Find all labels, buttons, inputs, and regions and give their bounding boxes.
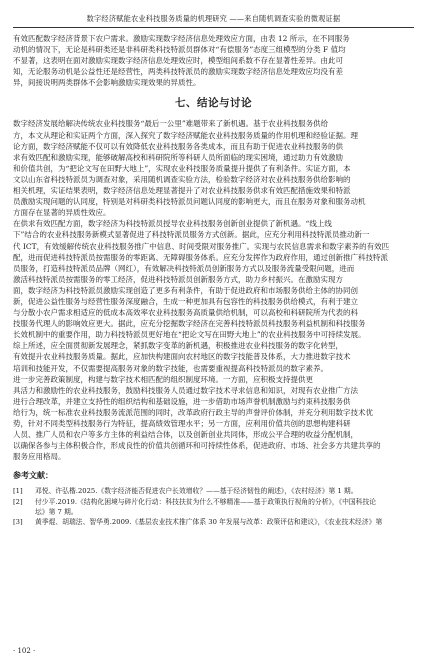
paragraph-line: 数字经济发展给解决传统农业科技服务“最后一公里”难题带来了新机遇。基于农业科技服务供给 [13, 119, 329, 129]
paragraph-line: 和价值共创，为“把论文写在田野大地上”，实现农业科技服务质量提升提供了有利条件。实证方面，本 [13, 163, 351, 173]
paragraph-line: 培训和技能开发，不仅需要提高服务对象的数字技能，也需要重视提高科技特派员的数字素养。 [13, 363, 328, 373]
paragraph-line: 给行为，统一标准农业科技服务流派范围的同时，改革政府行政主导的声誉评价体制，并充分利用数字技术优 [13, 407, 373, 417]
section-heading: 七、结论与讨论 [175, 97, 252, 110]
paragraph-line: 与分散小农户需求相适应的低成本高效率农业科技服务高质量供给机制，可以高校和科研院所为代表的科 [13, 308, 358, 318]
paragraph-line: 文以山东省科技特派员为调查对象，采用随机调查实验方法，检验数字经济对农业科技服务供给影响的 [13, 174, 351, 184]
paragraph-line: 动机的情况下，无论是科研类还是非科研类科技特派员群体对“有偿服务”态度三组模型的分类 F 值均 [13, 45, 346, 55]
running-header: 数字经济赋能农业科技服务质量的机理研究 ——来自随机调查实验的微观证据 [86, 14, 341, 23]
paragraph-line: 相关机理，实证结果表明，数字经济信息处理显著提升了对农业科技服务供求有效匹配措施效果和特派 [13, 186, 351, 196]
paragraph-line: 长效机制中的重要作用，助力科技特派员更好地在“把论文写在田野大地上”的农业科技服务中可持续发展。 [13, 330, 366, 340]
paragraph-line: 求有效匹配和激励实现，能够破解高校和科研院所等科研人员所面临的现实困境，通过助力有效激励 [13, 152, 343, 162]
paragraph-line: 不显著，这表明在面对激励实现数字经济信息处理效应时，模型组间系数不存在显著性差异。由此可 [13, 56, 343, 66]
paragraph-line: 知，无论服务动机是公益性还是经营性，两类科技特派员的激励实现数字经济信息处理效应均没有差 [13, 67, 343, 77]
paragraph-line: 激活科技特派员按需服务的零工经济，促进科技特派员创新服务方式，助力乡村振兴。在激励实现方 [13, 274, 343, 284]
reference-number: [3] [13, 517, 23, 526]
paragraph-line: 新，促进公益性服务与经营性服务深度融合，生成一种更加具有包容性的科技服务供给模式，有利于建立 [13, 296, 358, 306]
reference-item [13, 486, 414, 496]
body-content [13, 33, 414, 527]
reference-line: 黄季焜、胡瑞法、智华勇.2009.《基层农业技术推广体系 30 年发展与改革：政策评估和建议》，《农业技术经济》第 [35, 517, 383, 526]
intro-paragraph [13, 33, 414, 88]
summary-paragraph [13, 340, 414, 462]
paragraph-line: 势，针对不同类型科技服务行为特征，提高绩效管理水平；另一方面，应利用价值共创的思想构建科研 [13, 419, 351, 428]
policy-paragraph [13, 218, 414, 340]
reference-line: 坛》第 7 期。 [35, 507, 78, 516]
paragraph-line: 方面存在显著的异质性效应。 [13, 208, 111, 218]
paragraph-line: 代 ICT，有效缓解传统农业科技服务推广中信息、时间受限对服务推广。实现与农民信息需求和数字素养的有效匹 [13, 241, 390, 251]
paragraph-line: 配，进而促进科技特派员按需服务的零距离、无障碍服务体系。应充分发挥作为政府作用，通过创新推广科技特派 [13, 252, 388, 262]
paragraph-line: 技服务代理人的影响效应更大。据此，应充分挖掘数字经济在完善科技特派员科技服务利益机制和科技服务 [13, 319, 366, 329]
paragraph-line: 有效提升农业科技服务质量。据此，应加快构建面向农村地区的数字技能普及体系，大力推进数字技术 [13, 352, 351, 362]
header-rule [13, 27, 414, 28]
paragraph-line: 具活力和激励性的农业科技服务，鼓励科技服务人员通过数字技术寻求信息和知识，对现有农业推广方法 [13, 385, 358, 395]
references-heading: 参考文献： [13, 471, 53, 481]
paragraph-line: 下”结合的农业科技服务新模式显著促进了科技特派员服务方式创新。据此，应充分利用科技特派员推动新一 [13, 230, 370, 240]
paragraph-line: 面，数字经济为科技特派员激励实现创造了更多有利条件，有助于促进政府和市场服务供给主体的协同创 [13, 285, 358, 295]
reference-line: 邓悦、许弘楷.2025.《数字经济能否促进农户长效增收？——基于经济韧性的阐述》，《农村经济》第 1 期。 [35, 487, 358, 496]
paragraph-line: 有效匹配数字经济背景下农户需求。激励实现数字经济信息处理效应方面，由表 12 所示，在不同服务 [13, 34, 350, 43]
paragraph-line: 异，间接说明两类群体不会影响激励实现效果的异质性。 [13, 78, 201, 88]
paragraph-line: 以确保各参与主体积极合作，形成良性的价值共创循环和可持续性体系，促进政府、市场、社会多方共建共享的 [13, 441, 381, 451]
reference-number: [2] [13, 497, 23, 506]
paragraph-line: 在供求有效匹配方面，数字经济为科技特派员授导农业科技服务创新创业提供了新机遇。“线上线 [13, 219, 332, 229]
reference-line: 付少平.2019.《结构化困境与碎片化行动：科技扶贫为什么不够精准——基于政策执行视角的分析》，《中国科技论 [35, 497, 377, 506]
reference-item [13, 517, 414, 527]
paragraph-line: 进行合理改革，并建立支持性的组织结构和基础设施，进一步借助市场声誉机制激励与约束科技服务供 [13, 396, 351, 406]
paragraph-line: 方，本文从理论和实证两个方面，深入探究了数字经济赋能农业科技服务质量的作用机理和经验证据。理 [13, 130, 358, 140]
reference-number: [1] [13, 487, 23, 496]
page-number: · 102 · [13, 647, 36, 655]
paragraph-line: 人员、推广人员和农户等多方主体的利益结合体，以及创新创业共同体，形成公平合理的收益分配机制， [13, 430, 358, 440]
paragraph-line: 服务应用格局。 [13, 452, 66, 462]
reference-item [13, 497, 414, 517]
paragraph-line: 论方面，数字经济赋能不仅可以有效降低农业科技服务各类成本，而且有助于促进农业科技服务的供 [13, 141, 343, 151]
paragraph-line: 员服务，打造科技特派员品牌（网红），有效解决科技特派员创新服务方式以及服务流量受限问题，进而 [13, 263, 355, 273]
conclusion-paragraph [13, 118, 414, 218]
paragraph-line: 综上所述，应全面贯彻新发展理念，紧抓数字变革的新机遇，积极推进农业科技服务的数字化转型， [13, 341, 343, 351]
paragraph-line: 员激励实现问题的认同度，特别是对科研类科技特派员问题认同度的影响更大，而且在服务对象和服务动机 [13, 197, 366, 207]
paragraph-line: 进一步完善政策制度，构建与数字技术相匹配的组织制度环境。一方面，应积极支持提供更 [13, 374, 313, 384]
